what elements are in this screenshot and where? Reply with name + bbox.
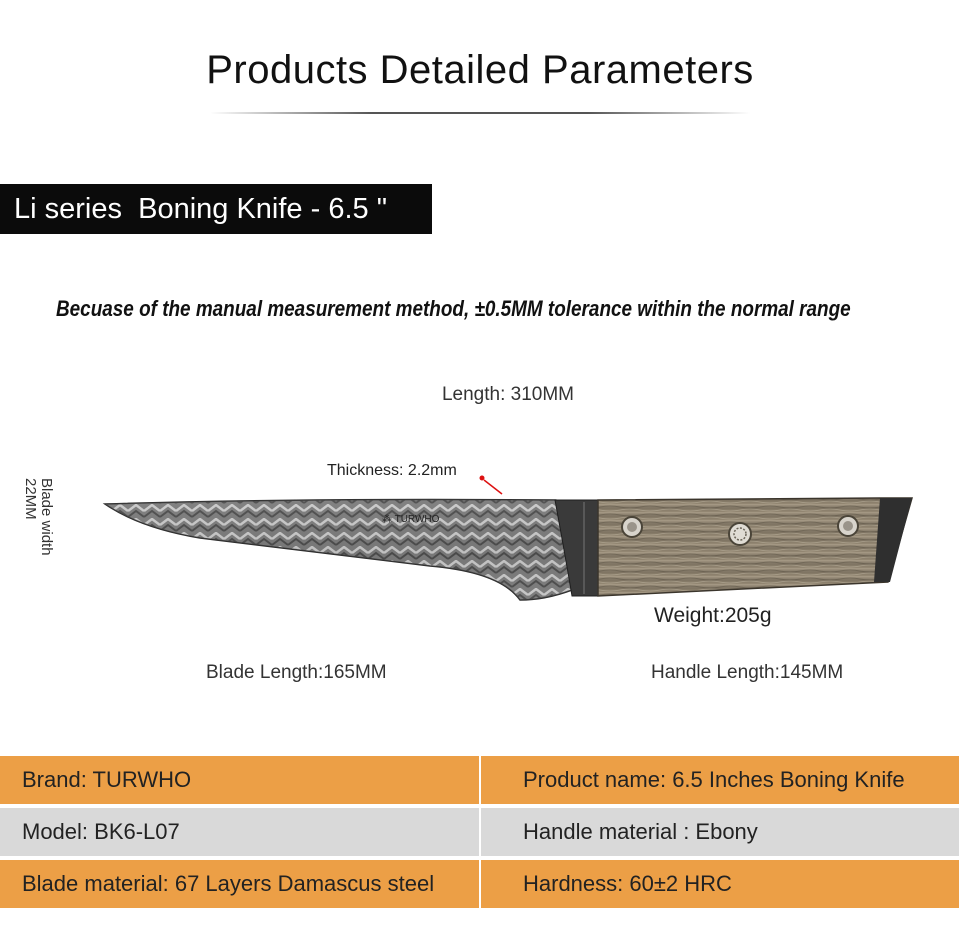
- spec-brand: Brand: TURWHO: [0, 756, 480, 806]
- title-divider: [210, 112, 750, 114]
- spec-row-blade: [0, 858, 960, 910]
- length-label: Length: 310MM: [441, 384, 575, 405]
- weight-label: Weight:205g: [654, 604, 772, 627]
- spec-handle-material: Handle material : Ebony: [480, 806, 960, 858]
- thickness-label: Thickness: 2.2mm: [327, 462, 457, 479]
- spec-table: [0, 756, 960, 912]
- blade-width-label: [22, 478, 54, 556]
- tolerance-note: Becuase of the manual measurement method, ±0.5MM tolerance within the normal range: [56, 296, 851, 321]
- spec-model: Model: BK6-L07: [0, 806, 480, 858]
- series-banner: Li series Boning Knife - 6.5 ": [0, 184, 432, 234]
- spec-row-brand: [0, 756, 960, 806]
- page-title: Products Detailed Parameters: [206, 48, 754, 92]
- blade-width-text: Blade width: [38, 478, 55, 556]
- spec-blade-material: Blade material: 67 Layers Damascus steel: [0, 858, 480, 910]
- blade-logo: ⁂ TURWHO: [382, 514, 440, 525]
- spec-row-model: [0, 806, 960, 858]
- spec-hardness: Hardness: 60±2 HRC: [480, 858, 960, 910]
- spec-product-name: Product name: 6.5 Inches Boning Knife: [480, 756, 960, 806]
- blade-length-label: Blade Length:165MM: [206, 662, 387, 683]
- handle-length-label: Handle Length:145MM: [651, 662, 844, 683]
- blade-width-value: 22MM: [22, 478, 39, 520]
